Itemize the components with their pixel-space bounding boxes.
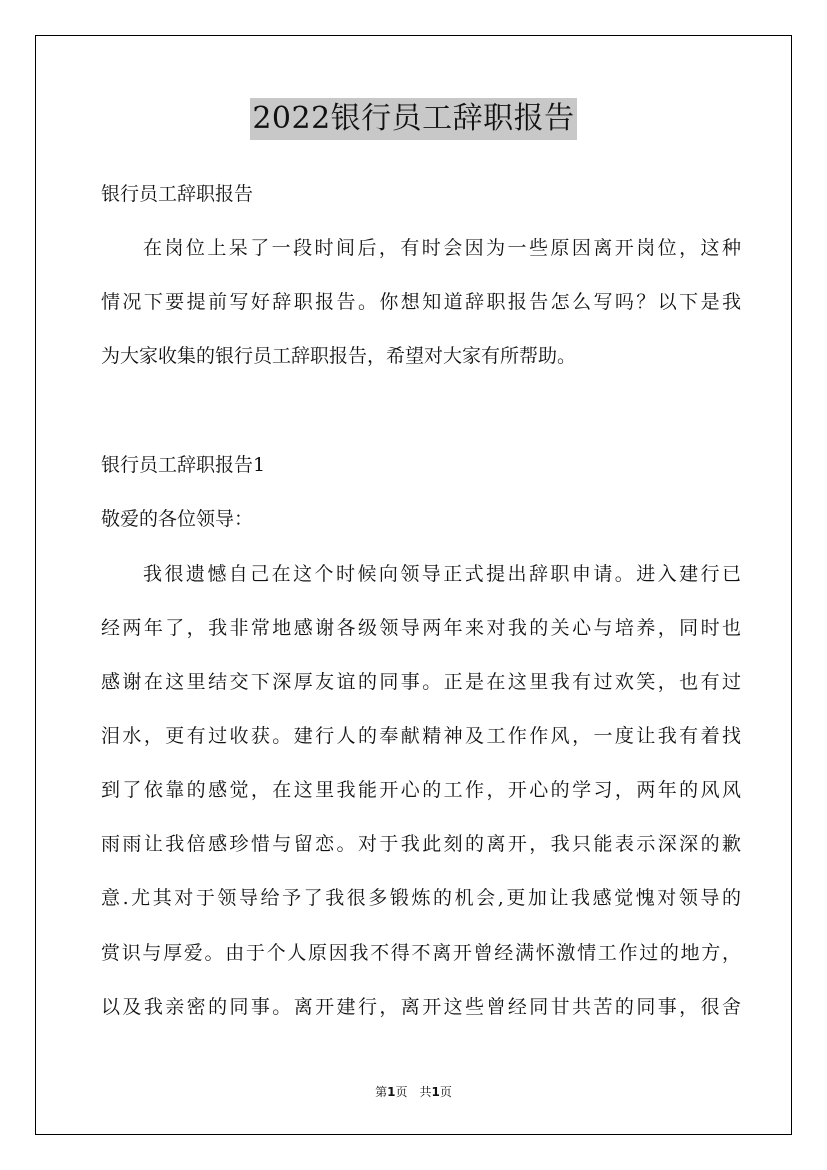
body-line: 到了依靠的感觉，在这里我能开心的工作，开心的学习，两年的风风	[101, 779, 741, 801]
body-line: 感谢在这里结交下深厚友谊的同事。正是在这里我有过欢笑，也有过	[101, 671, 741, 693]
body-line: 经两年了，我非常地感谢各级领导两年来对我的关心与培养，同时也	[101, 617, 741, 639]
intro-line: 为大家收集的银行员工辞职报告，希望对大家有所帮助。	[101, 345, 577, 367]
page-prefix: 第	[375, 1085, 388, 1099]
body-line: 雨雨让我倍感珍惜与留恋。对于我此刻的离开，我只能表示深深的歉	[101, 833, 741, 855]
page-footer	[0, 1084, 827, 1100]
total-number: 1	[431, 1085, 440, 1099]
body-line: 意.尤其对于领导给予了我很多锻炼的机会,更加让我感觉愧对领导的	[101, 887, 741, 909]
intro-line: 在岗位上呆了一段时间后，有时会因为一些原因离开岗位，这种	[143, 237, 741, 259]
body-line: 赏识与厚爱。由于个人原因我不得不离开曾经满怀激情工作过的地方，	[101, 942, 741, 964]
page-number: 1	[387, 1085, 396, 1099]
body-line: 泪水，更有过收获。建行人的奉献精神及工作作风，一度让我有着找	[101, 725, 741, 747]
body-line: 以及我亲密的同事。离开建行，离开这些曾经同甘共苦的同事，很舍	[101, 996, 741, 1018]
total-prefix: 共	[419, 1085, 432, 1099]
salutation: 敬爱的各位领导：	[101, 508, 254, 530]
intro-heading: 银行员工辞职报告	[101, 183, 254, 205]
intro-line: 情况下要提前写好辞职报告。你想知道辞职报告怎么写吗？以下是我	[101, 291, 741, 313]
page-suffix: 页	[395, 1085, 408, 1099]
body-line: 我很遗憾自己在这个时候向领导正式提出辞职申请。进入建行已	[143, 563, 741, 585]
section-heading: 银行员工辞职报告1	[101, 454, 266, 476]
title-container	[0, 98, 827, 140]
total-suffix: 页	[439, 1085, 452, 1099]
document-title: 2022银行员工辞职报告	[250, 98, 576, 140]
